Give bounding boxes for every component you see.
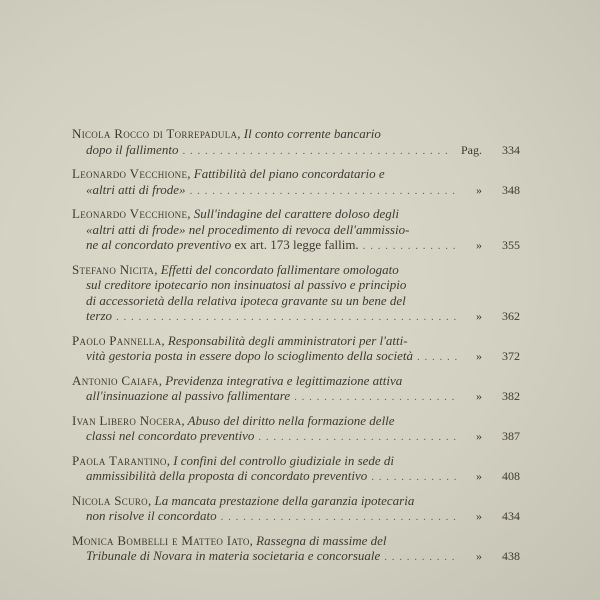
toc-line-text	[72, 373, 402, 389]
toc-line	[72, 293, 520, 309]
toc-entry	[72, 453, 520, 486]
entry-author: Leonardo Vecchione	[72, 166, 188, 181]
dot-leaders	[417, 350, 460, 366]
toc-line	[72, 206, 520, 222]
toc-line	[72, 277, 520, 293]
entry-author: Paolo Pannella	[72, 332, 162, 348]
toc-line-text	[86, 308, 112, 324]
dot-leaders	[384, 550, 460, 566]
page-number: 362	[502, 309, 520, 323]
toc-entry	[72, 373, 520, 406]
dot-leaders	[190, 184, 460, 200]
toc-line-text	[72, 206, 399, 222]
toc-line-text	[72, 126, 381, 142]
toc-line	[72, 262, 520, 278]
entry-title: , Abuso del diritto nella formazione delle	[181, 412, 395, 428]
toc-line	[72, 388, 520, 406]
page-number: 348	[502, 182, 520, 197]
entry-title: classi nel concordato preventivo	[86, 428, 255, 443]
toc-line	[72, 493, 520, 509]
page-number: 382	[502, 389, 520, 403]
entry-title: , Il conto corrente bancario	[237, 126, 381, 141]
toc-line-text	[72, 533, 387, 549]
toc-line-text	[72, 262, 399, 278]
entry-author: Paola Tarantino	[72, 452, 167, 468]
toc-line	[72, 508, 520, 526]
toc-line-text	[72, 493, 414, 509]
entry-title: , Fattibilità del piano concordatario e	[187, 166, 385, 181]
toc-line-text	[86, 388, 290, 404]
entry-title: «altri atti di frode» nel procedimento di revoca dell'ammissio-	[86, 221, 410, 237]
toc-line	[72, 142, 520, 160]
entry-title: , Effetti del concordato fallimentare omologato	[154, 261, 399, 277]
page-ref-label: Pag.	[461, 142, 482, 157]
toc-line-text	[86, 182, 186, 198]
entry-title: ne al concordato preventivo	[86, 237, 235, 252]
entry-title: dopo il fallimento	[86, 141, 179, 157]
page-number: 334	[502, 142, 520, 157]
page-number: 408	[502, 469, 520, 483]
entry-title: «altri atti di frode»	[86, 181, 186, 197]
page-ref-label: »	[476, 549, 482, 563]
entry-title: , Previdenza integrativa e legittimazione attiva	[158, 372, 403, 388]
toc-line-text	[72, 166, 385, 182]
toc-line-text	[72, 413, 395, 429]
page-number: 438	[502, 549, 520, 563]
toc-line	[72, 333, 520, 349]
dot-leaders	[116, 310, 460, 326]
entry-author: Monica Bombelli e Matteo Iato	[72, 532, 250, 548]
entry-title: , Sull'indagine del carattere doloso degli	[187, 206, 399, 221]
toc-line-text	[86, 142, 178, 158]
dot-leaders	[294, 390, 460, 406]
toc-line-text	[86, 508, 217, 524]
toc-line	[72, 222, 520, 238]
toc-line	[72, 453, 520, 469]
toc-line-text	[86, 468, 367, 484]
page-ref-label: »	[476, 469, 482, 483]
dot-leaders	[221, 510, 460, 526]
entry-title: , I confini del controllo giudiziale in sede di	[166, 452, 395, 468]
page-number: 372	[502, 349, 520, 363]
toc-entry	[72, 493, 520, 526]
toc-line-text	[86, 548, 380, 564]
page-ref-label: »	[476, 349, 482, 363]
toc-line	[72, 373, 520, 389]
dot-leaders	[182, 144, 450, 160]
dot-leaders	[258, 430, 460, 446]
toc-line	[72, 237, 520, 255]
entry-title: vità gestoria posta in essere dopo lo scioglimento della società	[86, 348, 414, 363]
toc-line	[72, 413, 520, 429]
page-number: 387	[502, 429, 520, 443]
toc-line-text	[86, 293, 406, 309]
toc-entry	[72, 333, 520, 366]
toc-entry	[72, 413, 520, 446]
toc-entry	[72, 206, 520, 255]
toc-line-text: ne al concordato preventivo ex art. 173 legge fallim.	[86, 237, 359, 252]
entry-author: Leonardo Vecchione	[72, 206, 188, 221]
page-ref-label: »	[476, 309, 482, 323]
entry-title: di accessorietà della relativa ipoteca gravante su un bene del	[86, 292, 406, 308]
toc-line	[72, 166, 520, 182]
entry-author: Stefano Nicita	[72, 261, 155, 277]
entry-title: ammissibilità della proposta di concordato preventivo	[86, 468, 368, 483]
page-ref-label: »	[476, 509, 482, 523]
entry-author: Nicola Rocco di Torrepadula	[72, 126, 238, 141]
toc-line	[72, 533, 520, 549]
entry-author: Nicola Scuro	[72, 492, 148, 508]
page-number: 434	[502, 509, 520, 523]
toc-line	[72, 428, 520, 446]
toc-line-text	[86, 348, 413, 364]
toc-line	[72, 126, 520, 142]
toc-line	[72, 468, 520, 486]
toc-line-text	[86, 222, 409, 238]
entry-title: , La mancata prestazione della garanzia ipotecaria	[147, 492, 415, 508]
entry-title: , Responsabilità degli amministratori per l'atti-	[161, 332, 408, 348]
toc-entry	[72, 533, 520, 566]
dot-leaders	[363, 239, 460, 255]
entry-title: non risolve il concordato	[86, 508, 217, 523]
toc-entry	[72, 126, 520, 159]
toc-line-text	[72, 453, 394, 469]
dot-leaders	[371, 470, 460, 486]
page-ref-label: »	[476, 238, 482, 252]
entry-title: , Rassegna di massime del	[249, 532, 387, 548]
table-of-contents	[72, 126, 520, 573]
toc-line	[72, 548, 520, 566]
toc-entry	[72, 166, 520, 199]
toc-line-text	[86, 277, 406, 293]
page-number: 355	[502, 238, 520, 252]
page-ref-label: »	[476, 182, 482, 197]
toc-line-text	[72, 333, 408, 349]
page-ref-label: »	[476, 389, 482, 403]
toc-line-text	[86, 428, 254, 444]
page-ref-label: »	[476, 429, 482, 443]
entry-title: sul creditore ipotecario non insinuatosi al passivo e principio	[86, 277, 407, 292]
entry-title: all'insinuazione al passivo fallimentare	[86, 388, 291, 403]
entry-title: terzo	[86, 308, 112, 323]
toc-entry	[72, 262, 520, 326]
toc-line	[72, 182, 520, 200]
toc-line	[72, 348, 520, 366]
entry-title: Tribunale di Novara in materia societaria e concorsuale	[86, 548, 381, 563]
entry-author: Antonio Caiafa	[72, 372, 159, 388]
entry-author: Ivan Libero Nocera	[72, 412, 182, 428]
toc-line	[72, 308, 520, 326]
